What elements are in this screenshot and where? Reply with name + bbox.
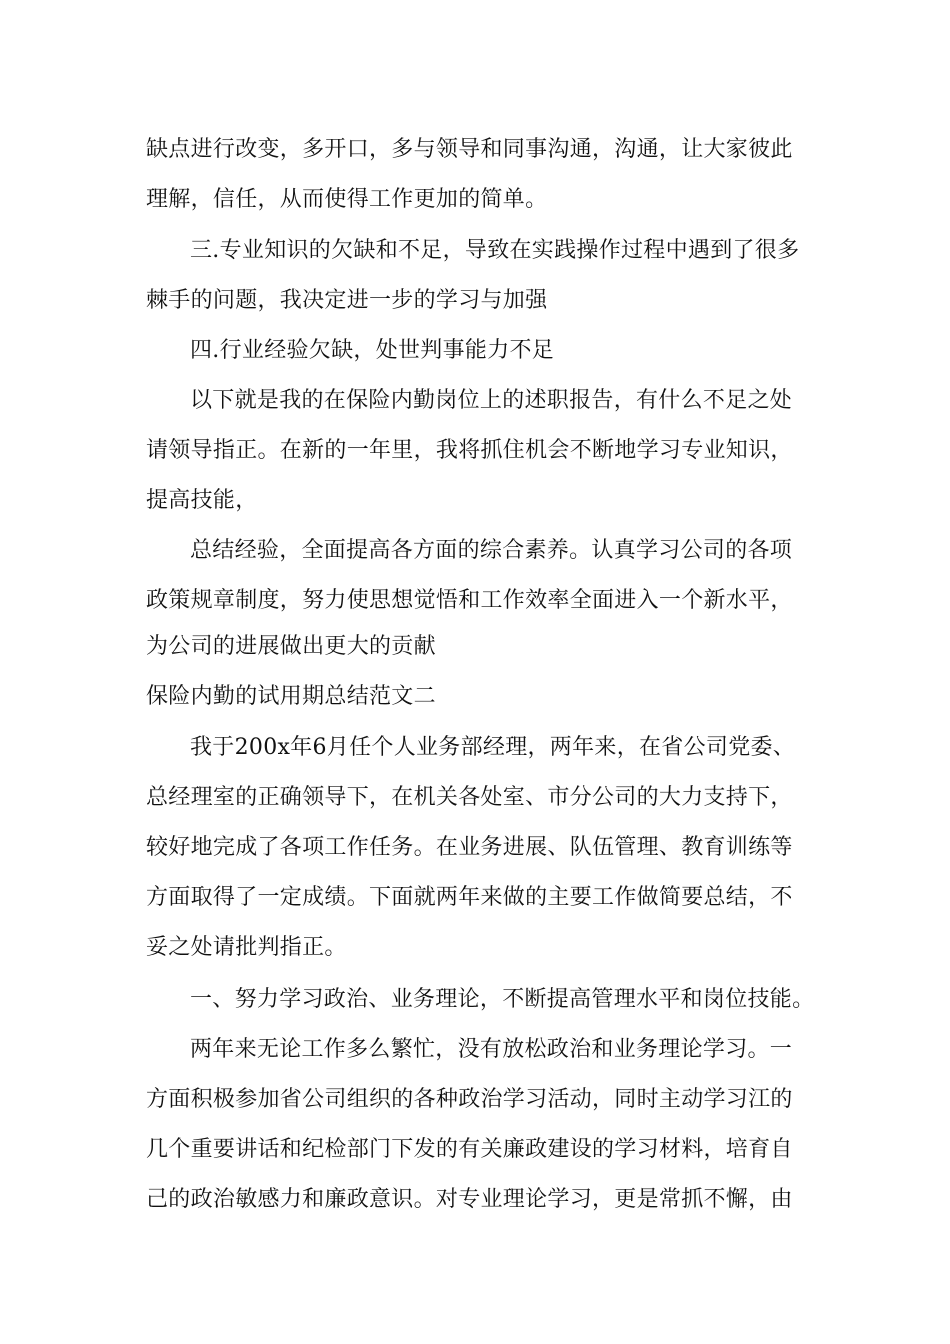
paragraph-line: 较好地完成了各项工作任务。在业务进展、队伍管理、教育训练等 <box>146 835 793 860</box>
paragraph-line: 棘手的问题，我决定进一步的学习与加强 <box>146 288 548 313</box>
paragraph-line: 为公司的进展做出更大的贡献 <box>146 634 436 659</box>
paragraph-line: 方面积极参加省公司组织的各种政治学习活动，同时主动学习江的 <box>146 1087 793 1112</box>
paragraph-line: 己的政治敏感力和廉政意识。对专业理论学习，更是常抓不懈，由 <box>146 1187 793 1212</box>
paragraph-line: 提高技能， <box>146 488 258 513</box>
paragraph-line: 两年来无论工作多么繁忙，没有放松政治和业务理论学习。一 <box>190 1037 793 1062</box>
paragraph-line: 一、努力学习政治、业务理论，不断提高管理水平和岗位技能。 <box>190 987 815 1012</box>
paragraph-line: 政策规章制度，努力使思想觉悟和工作效率全面进入一个新水平， <box>146 588 793 613</box>
paragraph-line: 缺点进行改变，多开口，多与领导和同事沟通，沟通，让大家彼此 <box>146 137 793 162</box>
paragraph-line: 方面取得了一定成绩。下面就两年来做的主要工作做简要总结，不 <box>146 885 793 910</box>
paragraph-line: 总经理室的正确领导下，在机关各处室、市分公司的大力支持下， <box>146 785 793 810</box>
paragraph-line: 四.行业经验欠缺，处世判事能力不足 <box>190 338 555 363</box>
paragraph-line: 以下就是我的在保险内勤岗位上的述职报告，有什么不足之处 <box>190 388 793 413</box>
paragraph-line: 总结经验，全面提高各方面的综合素养。认真学习公司的各项 <box>190 538 793 563</box>
paragraph-line: 三.专业知识的欠缺和不足，导致在实践操作过程中遇到了很多 <box>190 238 800 263</box>
paragraph-line: 请领导指正。在新的一年里，我将抓住机会不断地学习专业知识， <box>146 438 793 463</box>
paragraph-line: 理解，信任，从而使得工作更加的简单。 <box>146 187 548 212</box>
paragraph-line: 我于200x年6月任个人业务部经理，两年来，在省公司党委、 <box>190 735 796 760</box>
paragraph-line: 妥之处请批判指正。 <box>146 935 347 960</box>
section-heading: 保险内勤的试用期总结范文二 <box>146 684 436 709</box>
paragraph-line: 几个重要讲话和纪检部门下发的有关廉政建设的学习材料，培育自 <box>146 1137 793 1162</box>
